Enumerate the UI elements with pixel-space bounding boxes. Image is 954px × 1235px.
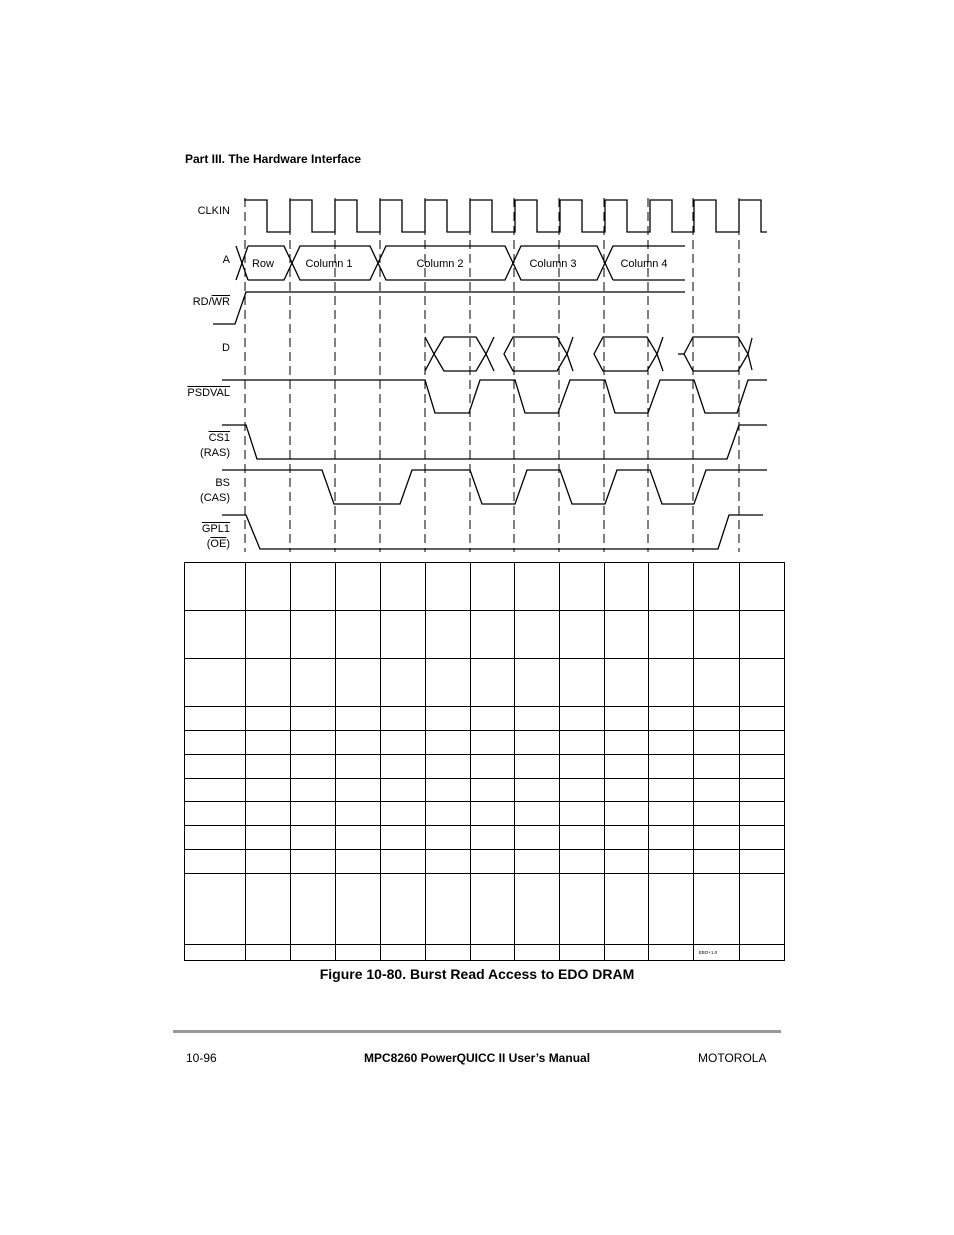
data-bus-waveform: [425, 337, 752, 371]
psdval-waveform: [222, 380, 767, 413]
addr-col1-text: Column 1: [305, 258, 353, 270]
oe-close-paren: ): [226, 538, 230, 550]
cycle-dash-lines: [245, 198, 739, 552]
oe-open-paren: (: [206, 538, 211, 550]
bs-label: BS: [215, 477, 230, 489]
gpl1-label: GPL1: [201, 523, 230, 535]
figure-caption: Figure 10-80. Burst Read Access to EDO DRAM: [319, 966, 635, 982]
timing-table-rows: [184, 611, 785, 945]
addr-row-text: Row: [251, 258, 275, 270]
timing-table-border: [185, 563, 785, 961]
footer-rule: [173, 1030, 781, 1033]
addr-col2-text: Column 2: [416, 258, 464, 270]
clkin-waveform: [244, 200, 767, 232]
cs1-label: CS1: [208, 432, 230, 444]
addr-col3-text: Column 3: [529, 258, 577, 270]
address-label: A: [222, 254, 230, 266]
footer-company: MOTOROLA: [698, 1051, 767, 1065]
cs1-waveform: [222, 425, 767, 459]
footer-manual-title: MPC8260 PowerQUICC II User’s Manual: [363, 1051, 591, 1065]
ras-label: (RAS): [200, 447, 230, 459]
rdwr-wr-text: $\overline{WR}$: [211, 296, 230, 308]
data-label: D: [222, 342, 230, 354]
rdwr-waveform: [213, 292, 685, 324]
part-header: Part III. The Hardware Interface: [185, 152, 362, 166]
footer-page-number: 10-96: [186, 1051, 217, 1065]
oe-text: $\overline{OE}$: [210, 538, 227, 550]
addr-col4-text: Column 4: [620, 258, 668, 270]
gpl1-waveform: [222, 515, 763, 549]
timing-table-columns: [246, 562, 740, 961]
cas-label: (CAS): [200, 492, 230, 504]
table-tiny-label: EBO+1.0: [698, 950, 718, 955]
clkin-label: CLKIN: [197, 205, 230, 217]
psdval-label: PSDVAL: [187, 387, 230, 399]
bs-waveform: [222, 470, 767, 504]
rdwr-rd-text: RD/: [192, 296, 212, 308]
